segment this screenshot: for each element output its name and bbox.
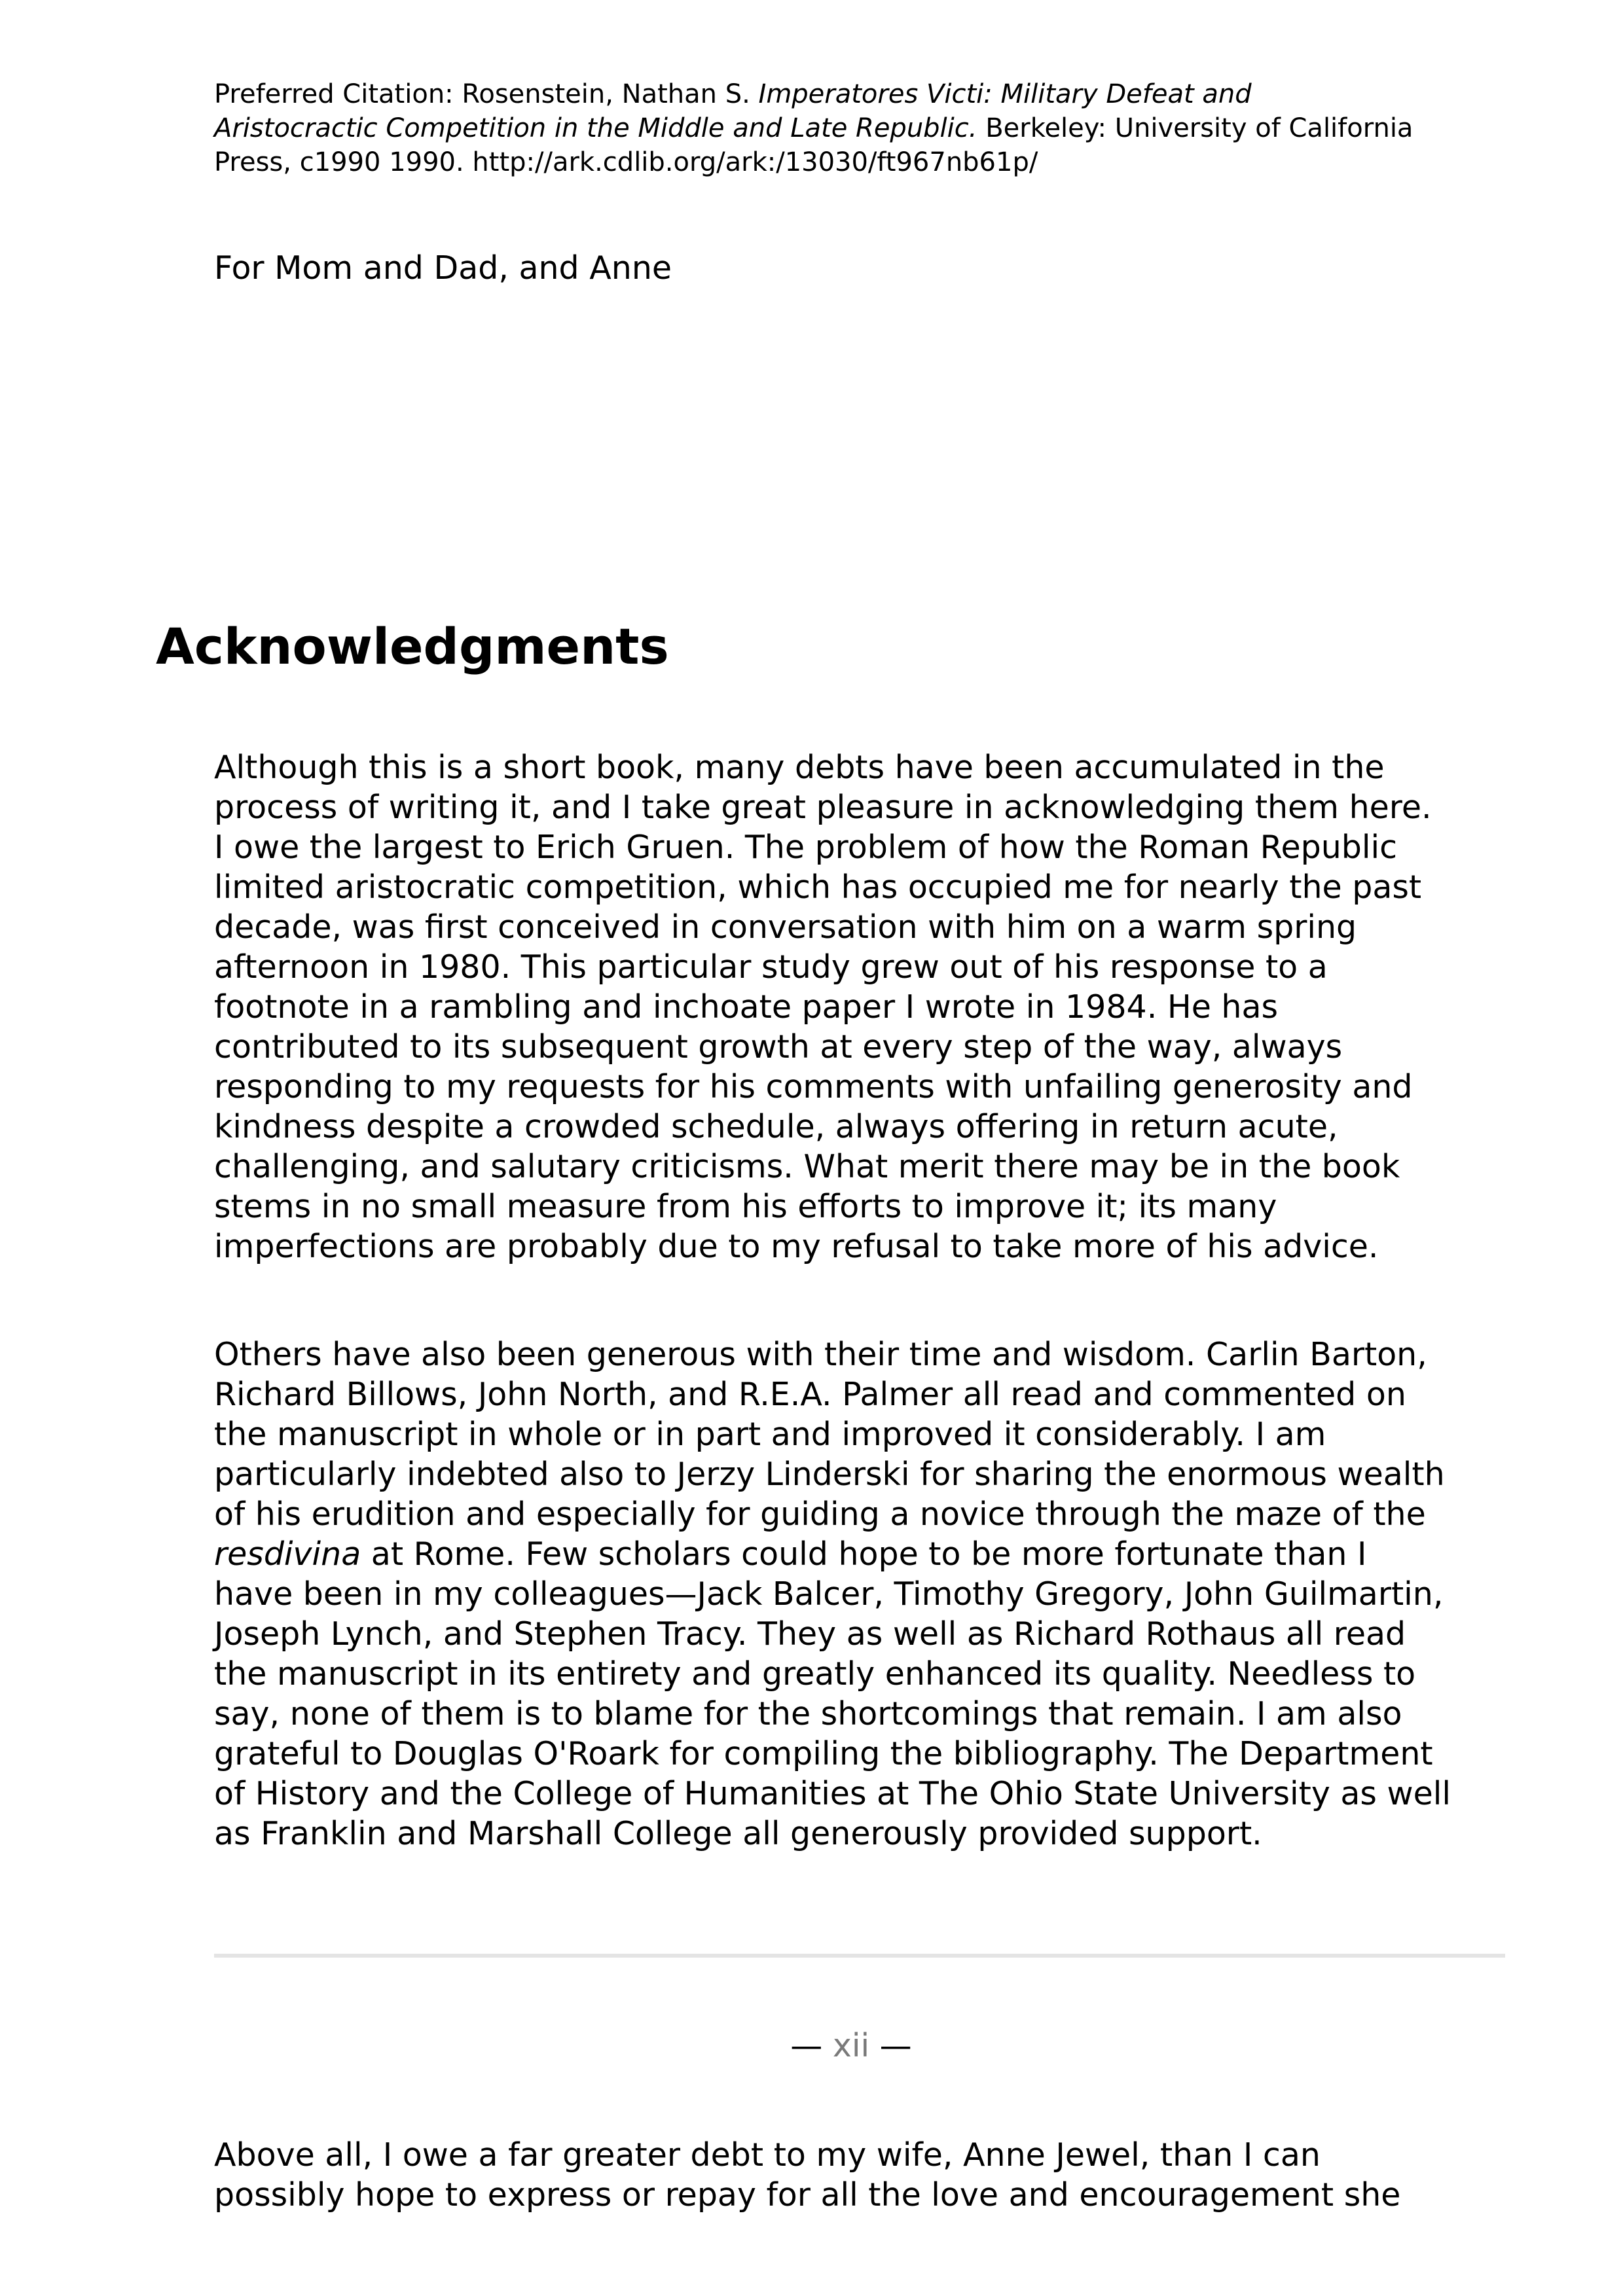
- dedication: For Mom and Dad, and Anne: [214, 249, 672, 287]
- paragraph-line: responding to my requests for his comments with unfailing generosity and: [214, 1068, 1413, 1105]
- paragraph-line: Above all, I owe a far greater debt to my wife, Anne Jewel, than I can: [214, 2136, 1321, 2174]
- paragraph-line: process of writing it, and I take great pleasure in acknowledging them here.: [214, 789, 1432, 826]
- page-title: Acknowledgments: [156, 617, 669, 675]
- paragraph-line: of History and the College of Humanities at The Ohio State University as well: [214, 1775, 1451, 1812]
- citation-publisher-url[interactable]: Press, c1990 1990. http://ark.cdlib.org/ark:/13030/ft967nb61p/: [214, 147, 1038, 177]
- paragraph-line: say, none of them is to blame for the shortcomings that remain. I am also: [214, 1695, 1402, 1732]
- paragraph-line: imperfections are probably due to my refusal to take more of his advice.: [214, 1228, 1379, 1265]
- citation-book-title-cont: Aristocractic Competition in the Middle and Late Republic.: [214, 113, 977, 143]
- paragraph-line: limited aristocratic competition, which has occupied me for nearly the past: [214, 869, 1422, 906]
- paragraph-line: Although this is a short book, many debts have been accumulated in the: [214, 749, 1385, 786]
- paragraph-line: Others have also been generous with their time and wisdom. Carlin Barton,: [214, 1336, 1427, 1373]
- citation-publisher: Berkeley: University of California: [977, 113, 1413, 143]
- paragraph-line: resdivina at Rome. Few scholars could hope to be more fortunate than I: [214, 1535, 1367, 1573]
- acknowledgments-paragraph-2: [214, 1335, 1510, 1854]
- paragraph-line: challenging, and salutary criticisms. What merit there may be in the book: [214, 1148, 1400, 1185]
- paragraph-line: footnote in a rambling and inchoate paper I wrote in 1984. He has: [214, 988, 1279, 1026]
- paragraph-line: possibly hope to express or repay for all the love and encouragement she: [214, 2176, 1401, 2214]
- preferred-citation: [214, 77, 1510, 179]
- paragraph-line: I owe the largest to Erich Gruen. The problem of how the Roman Republic: [214, 829, 1398, 866]
- citation-prefix: Preferred Citation: Rosenstein, Nathan S.: [214, 79, 759, 109]
- paragraph-line: Richard Billows, John North, and R.E.A. Palmer all read and commented on: [214, 1376, 1406, 1413]
- paragraph-line: the manuscript in whole or in part and improved it considerably. I am: [214, 1416, 1326, 1453]
- latin-term: resdivina: [214, 1535, 361, 1573]
- paragraph-line: as Franklin and Marshall College all generously provided support.: [214, 1815, 1262, 1852]
- paragraph-line: contributed to its subsequent growth at every step of the way, always: [214, 1028, 1343, 1066]
- paragraph-line: particularly indebted also to Jerzy Linderski for sharing the enormous wealth: [214, 1456, 1445, 1493]
- paragraph-line: afternoon in 1980. This particular study grew out of his response to a: [214, 948, 1328, 986]
- paragraph-line: Joseph Lynch, and Stephen Tracy. They as well as Richard Rothaus all read: [214, 1615, 1406, 1653]
- paragraph-line: of his erudition and especially for guiding a novice through the maze of the: [214, 1496, 1426, 1533]
- page-divider: [214, 1954, 1505, 1958]
- citation-book-title: Imperatores Victi: Military Defeat and: [758, 79, 1252, 109]
- paragraph-line: grateful to Douglas O'Roark for compiling the bibliography. The Department: [214, 1735, 1433, 1772]
- paragraph-line: have been in my colleagues—Jack Balcer, Timothy Gregory, John Guilmartin,: [214, 1575, 1444, 1613]
- paragraph-line: kindness despite a crowded schedule, always offering in return acute,: [214, 1108, 1338, 1145]
- paragraph-line: decade, was first conceived in conversation with him on a warm spring: [214, 908, 1357, 946]
- page-number: — xii —: [790, 2027, 912, 2064]
- paragraph-line: stems in no small measure from his efforts to improve it; its many: [214, 1188, 1277, 1225]
- acknowledgments-paragraph-1: [214, 747, 1510, 1266]
- paragraph-line: the manuscript in its entirety and greatly enhanced its quality. Needless to: [214, 1655, 1416, 1693]
- page-number-label: xii: [832, 2027, 870, 2064]
- acknowledgments-paragraph-3: [214, 2135, 1510, 2215]
